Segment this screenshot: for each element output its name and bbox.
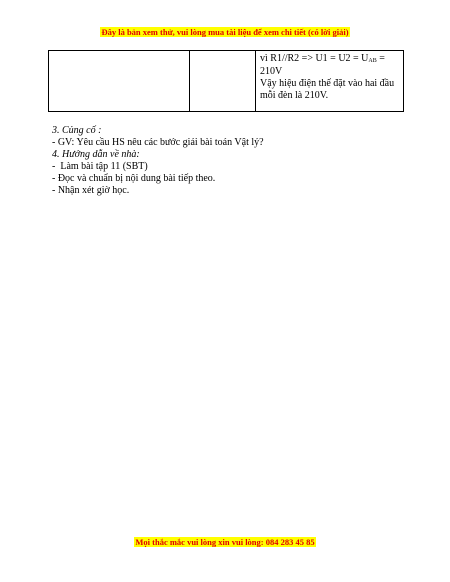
table-row bbox=[49, 51, 404, 112]
solution-line-parallel: vì R1//R2 => U1 = U2 = U bbox=[260, 53, 369, 64]
preview-banner bbox=[0, 27, 450, 37]
solution-conclusion: Vậy hiệu điện thế đặt vào hai đầu mỗi đèn là 210V. bbox=[260, 78, 395, 101]
preview-banner-text: Đây là bản xem thử, vui lòng mua tài liệu để xem chi tiết (có lời giải) bbox=[101, 27, 349, 37]
table-cell-teacher bbox=[190, 51, 256, 112]
heading-homework: 4. Hướng dẫn về nhà: bbox=[52, 149, 140, 160]
solution-line-equals: = bbox=[376, 53, 385, 64]
table-cell-solution bbox=[256, 51, 404, 112]
lesson-notes bbox=[52, 125, 412, 197]
solution-line-voltage: 210V bbox=[260, 66, 283, 77]
consolidate-item: - GV: Yêu cầu HS nêu các bước giải bài toán Vật lý? bbox=[52, 137, 264, 148]
table-cell-content bbox=[49, 51, 190, 112]
contact-banner bbox=[0, 537, 450, 547]
heading-consolidate: 3. Củng cố : bbox=[52, 125, 102, 136]
homework-item: - Nhận xét giờ học. bbox=[52, 185, 130, 196]
homework-item: - Làm bài tập 11 (SBT) bbox=[52, 161, 148, 172]
answer-table bbox=[48, 50, 404, 112]
contact-banner-text: Mọi thắc mắc vui lòng xin vui lòng: 084 283 45 85 bbox=[135, 537, 315, 547]
homework-item: - Đọc và chuẩn bị nội dung bài tiếp theo. bbox=[52, 173, 216, 184]
subscript-ab: AB bbox=[368, 58, 377, 64]
